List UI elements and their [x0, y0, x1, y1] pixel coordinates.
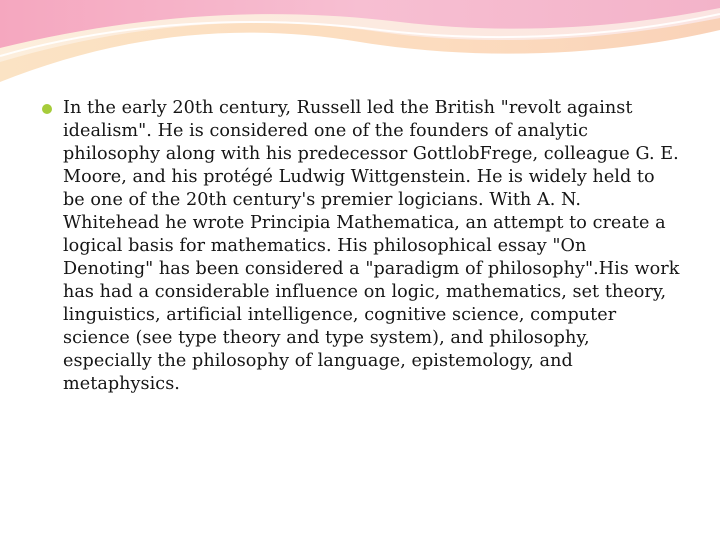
bullet-dot-icon: [42, 104, 52, 114]
bullet-text: In the early 20th century, Russell led the British "revolt against idealism". He is considered one of the founders of analytic philosophy along with his predecessor GottlobFrege, colleague G. E. Moore, and his protégé Ludwig Wittgenstein. He is widely held to be one of the 20th century's premier logicians. With A. N. Whitehead he wrote Principia Mathematica, an attempt to create a logical basis for mathematics. His philosophical essay "On Denoting" has been considered a "paradigm of philosophy".His work has had a considerable influence on logic, mathematics, set theory, linguistics, artificial intelligence, cognitive science, computer science (see type theory and type system), and philosophy, especially the philosophy of language, epistemology, and metaphysics.: [63, 98, 680, 394]
slide-content: [42, 97, 682, 396]
header-decoration: [0, 0, 720, 90]
bullet-item: [42, 97, 682, 396]
